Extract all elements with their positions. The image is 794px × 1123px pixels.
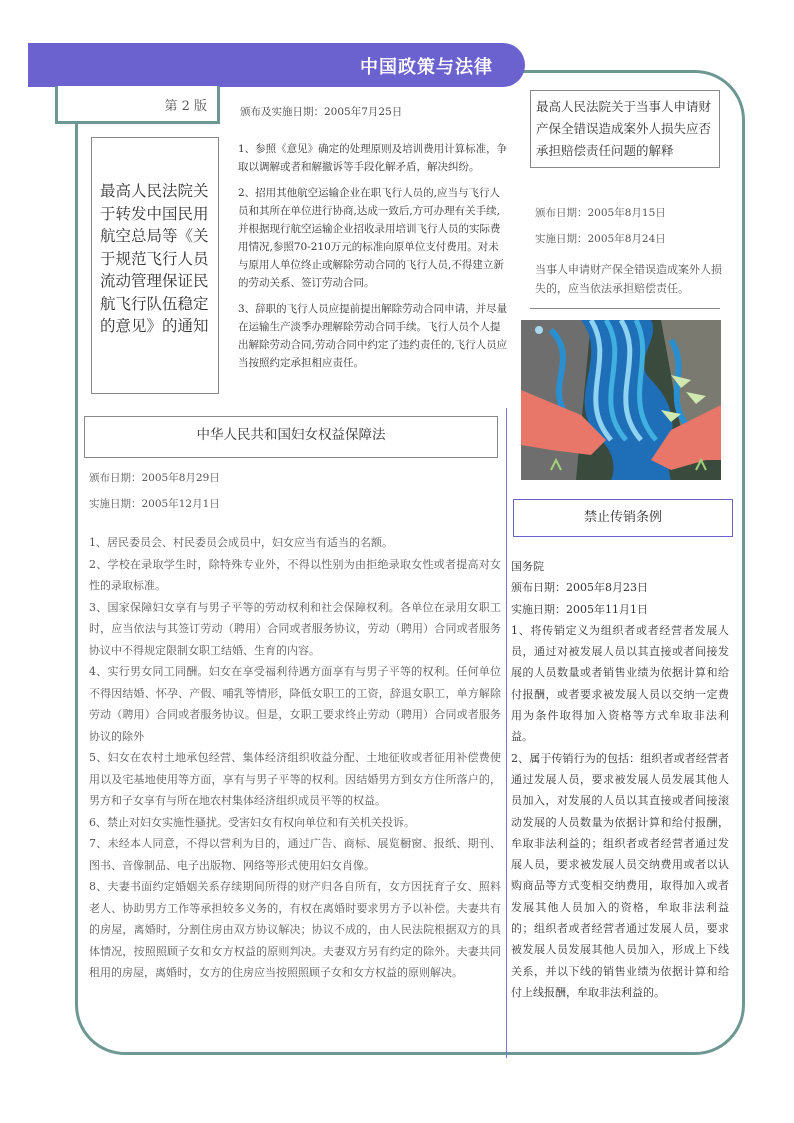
article1-title-box: [91, 137, 219, 394]
article4-effective-date: 实施日期：2005年11月1日: [511, 602, 648, 616]
article4-issuer: 国务院: [511, 560, 544, 573]
article3-paragraph: 7、未经本人同意，不得以营利为目的，通过广告、商标、展览橱窗、报纸、期刊、图书、音像制品、电子出版物、网络等形式使用妇女肖像。: [89, 837, 501, 872]
article3-title-box: [84, 416, 498, 458]
article1-paragraph: 3、辞职的飞行人员应提前提出解除劳动合同申请，并尽量在运输生产淡季办理解除劳动合同手续。飞行人员个人提出解除劳动合同,劳动合同中约定了违约责任的,飞行人员应当按照约定承担相应责任。: [238, 303, 508, 369]
article3-paragraph: 2、学校在录取学生时，除特殊专业外，不得以性别为由拒绝录取女性或者提高对女性的录取标准。: [89, 557, 501, 592]
article2-effective-date: 实施日期：2005年8月24日: [535, 233, 666, 245]
article3-paragraph: 1、居民委员会、村民委员会成员中，妇女应当有适当的名额。: [89, 536, 393, 549]
article4-paragraph: 1、将传销定义为组织者或者经营者发展人员，通过对被发展人员以其直接或者间接发展的人员数量或者销售业绩为依据计算和给付报酬，或者要求被发展人员以交纳一定费用为条件取得加入资格等方式牟取非法利益。: [511, 623, 729, 744]
article4-title-box: [513, 499, 733, 537]
article1-paragraph: 2、招用其他航空运输企业在职飞行人员的,应当与飞行人员和其所在单位进行协商,达成一致后,方可办理有关手续,并根据现行航空运输企业招收录用培训飞行人员的实际费用情况,参照70-210万元的标准向原单位支付费用。对未与原用人单位终止或解除劳动合同的飞行人员,不得建立新的劳动关系、签订劳动合同。: [238, 187, 504, 289]
column-divider: [506, 408, 507, 1058]
article2-dates: [535, 200, 666, 252]
article3-paragraph: 4、实行男女同工同酬。妇女在享受福利待遇方面享有与男子平等的权利。任何单位不得因结婚、怀孕、产假、哺乳等情形，降低女职工的工资，辞退女职工，单方解除劳动（聘用）合同或者服务协议。但是，女职工要求终止劳动（聘用）合同或者服务协议的除外: [89, 665, 501, 743]
page-number: 第 2 版: [164, 99, 207, 114]
article3-title: 中华人民共和国妇女权益保障法: [196, 427, 386, 443]
article4-paragraph: 2、属于传销行为的包括：组织者或者经营者通过发展人员，要求被发展人员发展其他人员加入，对发展的人员以其直接或者间接滚动发展的人员数量为依据计算和给付报酬，牟取非法利益的；组织者或者经营者通过发展人员，要求被发展人员交纳费用或者以认购商品等方式变相交纳费用，取得加入或者发展其他人员加入的资格，牟取非法利益的；组织者或者经营者通过发展人员，要求被发展人员发展其他人员加入，形成上下线关系，并以下线的销售业绩为依据计算和给付上线报酬，牟取非法利益的。: [511, 751, 729, 999]
article4-body: [511, 556, 729, 1003]
article4-issue-date: 颁布日期：2005年8月23日: [511, 581, 648, 595]
article3-effective-date: 实施日期：2005年12月1日: [89, 498, 220, 510]
article3-body: [89, 532, 501, 984]
divider: [530, 308, 720, 309]
article3-paragraph: 5、妇女在农村土地承包经营、集体经济组织收益分配、土地征收或者征用补偿费使用以及宅基地使用等方面，享有与男子平等的权利。因结婚男方到女方住所落户的，男方和子女享有与所在地农村集体经济组织成员平等的权益。: [89, 751, 501, 807]
article1-paragraph: 1、参照《意见》确定的处理原则及培训费用计算标准，争取以调解或者和解撤诉等手段化解矛盾，解决纠纷。: [238, 143, 508, 173]
article1-body: [238, 140, 508, 380]
article3-paragraph: 3、国家保障妇女享有与男子平等的劳动权利和社会保障权利。各单位在录用女职工时，应当依法与其签订劳动（聘用）合同或者服务协议，劳动（聘用）合同或者服务协议中不得规定限制女职工结婚、生育的内容。: [89, 600, 501, 657]
article3-paragraph: 8、夫妻书面约定婚姻关系存续期间所得的财产归各自所有，女方因抚育子女、照料老人、协助男方工作等承担较多义务的，有权在离婚时要求男方予以补偿。夫妻共有的房屋，离婚时，分割住房由双方协议解决；协议不成的，由人民法院根据双方的具体情况，按照照顾子女和女方权益的原则判决。夫妻双方另有约定的除外。夫妻共同租用的房屋，离婚时，女方的住房应当按照照顾子女和女方权益的原则解决。: [89, 880, 501, 979]
river-hands-illustration: [521, 320, 721, 480]
article2-title-box: [530, 90, 720, 168]
header-title: 中国政策与法律: [360, 57, 493, 78]
article2-summary: 当事人申请财产保全错误造成案外人损失的，应当依法承担赔偿责任。: [535, 263, 722, 295]
article1-date: 颁布及实施日期：2005年7月25日: [240, 106, 403, 118]
article4-title: 禁止传销条例: [583, 510, 662, 525]
article3-paragraph: 6、禁止对妇女实施性骚扰。受害妇女有权向单位和有关机关投诉。: [89, 815, 415, 829]
article3-issue-date: 颁布日期：2005年8月29日: [89, 472, 220, 484]
article1-title: 最高人民法院关于转发中国民用航空总局等《关于规范飞行人员流动管理保证民航飞行队伍稳定的意见》的通知: [100, 182, 209, 335]
header-bar: [28, 43, 525, 87]
article2-title: 最高人民法院关于当事人申请财产保全错误造成案外人损失应否承担赔偿责任问题的解释: [536, 99, 712, 158]
article2-issue-date: 颁布日期：2005年8月15日: [535, 207, 666, 219]
page-number-tab: [55, 86, 220, 124]
article3-dates: [89, 465, 220, 517]
